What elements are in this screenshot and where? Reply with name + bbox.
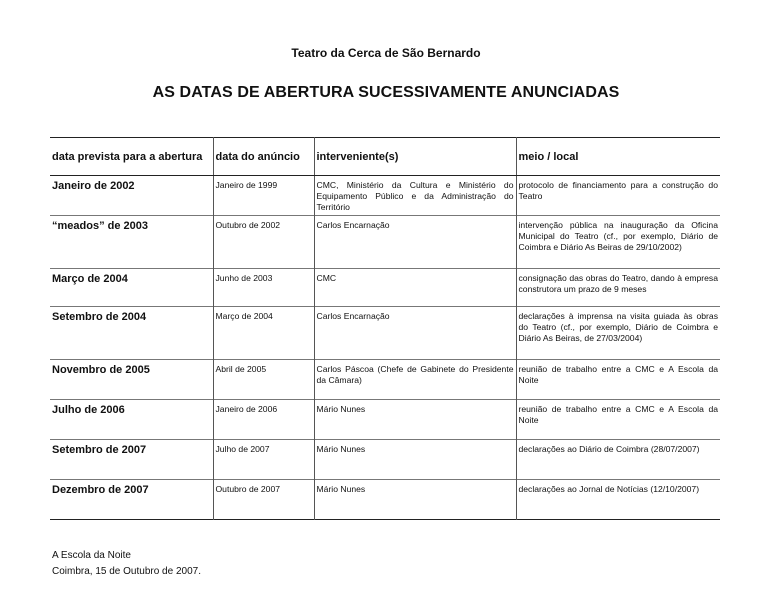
footer-place-date: Coimbra, 15 de Outubro de 2007. <box>52 566 201 577</box>
footer-organization: A Escola da Noite <box>52 550 131 561</box>
announcement-date-cell: Junho de 2003 <box>213 269 314 307</box>
intervenor-cell: Carlos Encarnação <box>314 307 516 360</box>
expected-date-cell: Novembro de 2005 <box>52 364 150 376</box>
intervenor-cell: Mário Nunes <box>314 440 516 480</box>
table-header-row <box>50 138 720 176</box>
means-cell: declarações ao Diário de Coimbra (28/07/2007) <box>516 440 720 480</box>
document-footer <box>52 548 201 580</box>
table-row <box>50 360 720 400</box>
table-row <box>50 176 720 216</box>
means-cell: reunião de trabalho entre a CMC e A Escola da Noite <box>516 360 720 400</box>
intervenor-cell: CMC, Ministério da Cultura e Ministério do Equipamento Público e da Administração do Território <box>314 176 516 216</box>
expected-date-cell: Setembro de 2004 <box>52 311 147 323</box>
announcement-date-cell: Abril de 2005 <box>213 360 314 400</box>
announcement-date-cell: Março de 2004 <box>213 307 314 360</box>
announcement-date-cell: Janeiro de 2006 <box>213 400 314 440</box>
expected-date-cell: Julho de 2006 <box>52 404 125 416</box>
announcement-date-cell: Janeiro de 1999 <box>213 176 314 216</box>
means-cell: declarações à imprensa na visita guiada às obras do Teatro (cf., por exemplo, Diário de Coimbra e Diário As Beiras, de 27/03/2004) <box>516 307 720 360</box>
announcement-date-cell: Outubro de 2002 <box>213 216 314 269</box>
intervenor-cell: CMC <box>314 269 516 307</box>
expected-date-cell: Setembro de 2007 <box>52 444 147 456</box>
table-row <box>50 216 720 269</box>
table-row <box>50 269 720 307</box>
intervenor-cell: Mário Nunes <box>314 480 516 520</box>
document-subtitle: Teatro da Cerca de São Bernardo <box>291 46 481 60</box>
expected-date-cell: Março de 2004 <box>52 273 128 285</box>
means-cell: reunião de trabalho entre a CMC e A Escola da Noite <box>516 400 720 440</box>
table-row <box>50 307 720 360</box>
means-cell: declarações ao Jornal de Notícias (12/10/2007) <box>516 480 720 520</box>
announcements-table <box>50 137 720 520</box>
header-expected-date: data prevista para a abertura <box>50 138 213 176</box>
intervenor-cell: Mário Nunes <box>314 400 516 440</box>
announcement-date-cell: Julho de 2007 <box>213 440 314 480</box>
intervenor-cell: Carlos Páscoa (Chefe de Gabinete do Presidente da Câmara) <box>314 360 516 400</box>
announcement-date-cell: Outubro de 2007 <box>213 480 314 520</box>
expected-date-cell: Dezembro de 2007 <box>52 484 149 496</box>
means-cell: consignação das obras do Teatro, dando à empresa construtora um prazo de 9 meses <box>516 269 720 307</box>
header-intervenors: interveniente(s) <box>314 138 516 176</box>
expected-date-cell: “meados” de 2003 <box>52 220 148 232</box>
intervenor-cell: Carlos Encarnação <box>314 216 516 269</box>
table-row <box>50 400 720 440</box>
expected-date-cell: Janeiro de 2002 <box>52 180 135 192</box>
header-means-place: meio / local <box>516 138 720 176</box>
document-title: AS DATAS DE ABERTURA SUCESSIVAMENTE ANUNCIADAS <box>152 84 620 101</box>
means-cell: protocolo de financiamento para a construção do Teatro <box>516 176 720 216</box>
table-row <box>50 480 720 520</box>
table-row <box>50 440 720 480</box>
header-announcement-date: data do anúncio <box>213 138 314 176</box>
means-cell: intervenção pública na inauguração da Oficina Municipal do Teatro (cf., por exemplo, Diário de Coimbra e Diário As Beiras de 29/10/2002) <box>516 216 720 269</box>
